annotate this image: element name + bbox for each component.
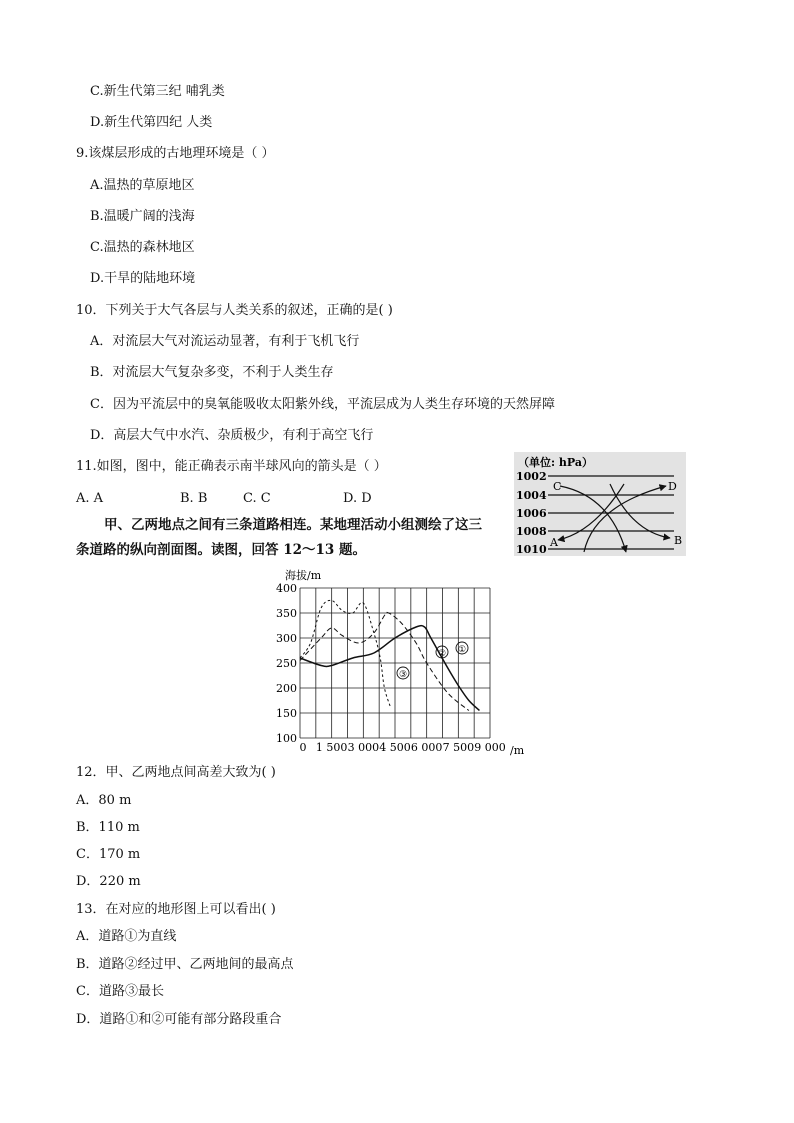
y-tick-label: 400 bbox=[276, 582, 297, 595]
option-10c: C．因为平流层中的臭氧能吸收太阳紫外线，平流层成为人类生存环境的天然屏障 bbox=[90, 397, 555, 412]
chart-grid bbox=[300, 588, 490, 738]
isobar-label-1010: 1010 bbox=[516, 543, 547, 556]
option-12b: B．110 m bbox=[76, 820, 140, 835]
chart-ylabel: 海拔/m bbox=[285, 569, 322, 582]
isobar-label-1006: 1006 bbox=[516, 507, 547, 520]
isobar-label-1004: 1004 bbox=[516, 489, 547, 502]
option-10a: A．对流层大气对流运动显著，有利于飞机飞行 bbox=[90, 334, 360, 349]
option-9d: D.干旱的陆地环境 bbox=[90, 271, 196, 286]
arrow-label-b: B bbox=[674, 534, 683, 547]
option-11c: C. C bbox=[243, 491, 271, 506]
option-8d: D.新生代第四纪 人类 bbox=[90, 115, 213, 130]
option-12d: D．220 m bbox=[76, 874, 141, 889]
y-tick-label: 300 bbox=[276, 632, 297, 645]
question-11: 11.如图，图中，能正确表示南半球风向的箭头是（ ） bbox=[76, 459, 387, 474]
intro-text-1: 甲、乙两地点之间有三条道路相连。某地理活动小组测绘了这三 bbox=[104, 517, 482, 533]
question-13: 13．在对应的地形图上可以看出( ) bbox=[76, 902, 276, 917]
series-line-3 bbox=[300, 600, 391, 708]
x-unit-label: /m bbox=[510, 744, 525, 757]
x-tick-label: 4 500 bbox=[379, 741, 411, 754]
question-10: 10．下列关于大气各层与人类关系的叙述，正确的是( ) bbox=[76, 303, 393, 318]
question-12: 12．甲、乙两地点间高差大致为( ) bbox=[76, 765, 276, 780]
option-13b: B．道路②经过甲、乙两地间的最高点 bbox=[76, 957, 294, 972]
arrow-label-a: A bbox=[550, 536, 558, 549]
x-tick-label: 0 bbox=[299, 741, 307, 754]
option-11d: D. D bbox=[343, 491, 372, 506]
svg-text:①: ① bbox=[457, 645, 467, 655]
intro-text-2: 条道路的纵向剖面图。读图，回答 12～13 题。 bbox=[76, 542, 366, 558]
question-9: 9.该煤层形成的古地理环境是（ ） bbox=[76, 146, 275, 161]
option-11b: B. B bbox=[180, 491, 208, 506]
option-13a: A．道路①为直线 bbox=[76, 929, 177, 944]
series-label-2 bbox=[436, 646, 448, 659]
arrow-label-d: D bbox=[668, 480, 677, 493]
chart-series bbox=[300, 600, 479, 710]
isobar-svg bbox=[514, 452, 686, 556]
svg-text:③: ③ bbox=[398, 670, 408, 680]
option-8c: C.新生代第三纪 哺乳类 bbox=[90, 84, 225, 99]
x-tick-labels bbox=[300, 741, 506, 754]
option-13d: D．道路①和②可能有部分路段重合 bbox=[76, 1012, 282, 1027]
svg-text:②: ② bbox=[437, 649, 447, 659]
elevation-chart bbox=[270, 562, 540, 762]
option-9b: B.温暖广阔的浅海 bbox=[90, 209, 195, 224]
y-tick-label: 200 bbox=[276, 682, 297, 695]
isobar-figure bbox=[514, 452, 686, 556]
x-tick-label: 9 000 bbox=[474, 741, 506, 754]
x-tick-label: 6 000 bbox=[410, 741, 443, 754]
x-tick-label: 3 000 bbox=[347, 741, 380, 754]
option-12c: C．170 m bbox=[76, 847, 141, 862]
x-tick-label: 7 500 bbox=[442, 741, 475, 754]
option-13c: C．道路③最长 bbox=[76, 984, 164, 999]
arrow-label-c: C bbox=[553, 480, 562, 493]
y-tick-label: 350 bbox=[276, 607, 297, 620]
y-tick-label: 150 bbox=[276, 707, 297, 720]
series-label-1 bbox=[456, 642, 468, 655]
option-9c: C.温热的森林地区 bbox=[90, 240, 195, 255]
option-10b: B．对流层大气复杂多变，不利于人类生存 bbox=[90, 365, 334, 380]
y-tick-labels bbox=[276, 582, 297, 745]
x-tick-label: 1 500 bbox=[315, 741, 348, 754]
option-10d: D．高层大气中水汽、杂质极少，有利于高空飞行 bbox=[90, 428, 374, 443]
unit-label: （单位: hPa） bbox=[518, 456, 593, 469]
isobar-label-1008: 1008 bbox=[516, 525, 547, 538]
option-9a: A.温热的草原地区 bbox=[90, 178, 195, 193]
y-tick-label: 100 bbox=[276, 732, 297, 745]
isobar-label-1002: 1002 bbox=[516, 470, 547, 483]
option-12a: A．80 m bbox=[76, 793, 132, 808]
series-label-3 bbox=[397, 667, 409, 680]
option-11a: A. A bbox=[76, 491, 104, 506]
y-tick-label: 250 bbox=[276, 657, 297, 670]
elevation-chart-svg bbox=[270, 562, 540, 762]
